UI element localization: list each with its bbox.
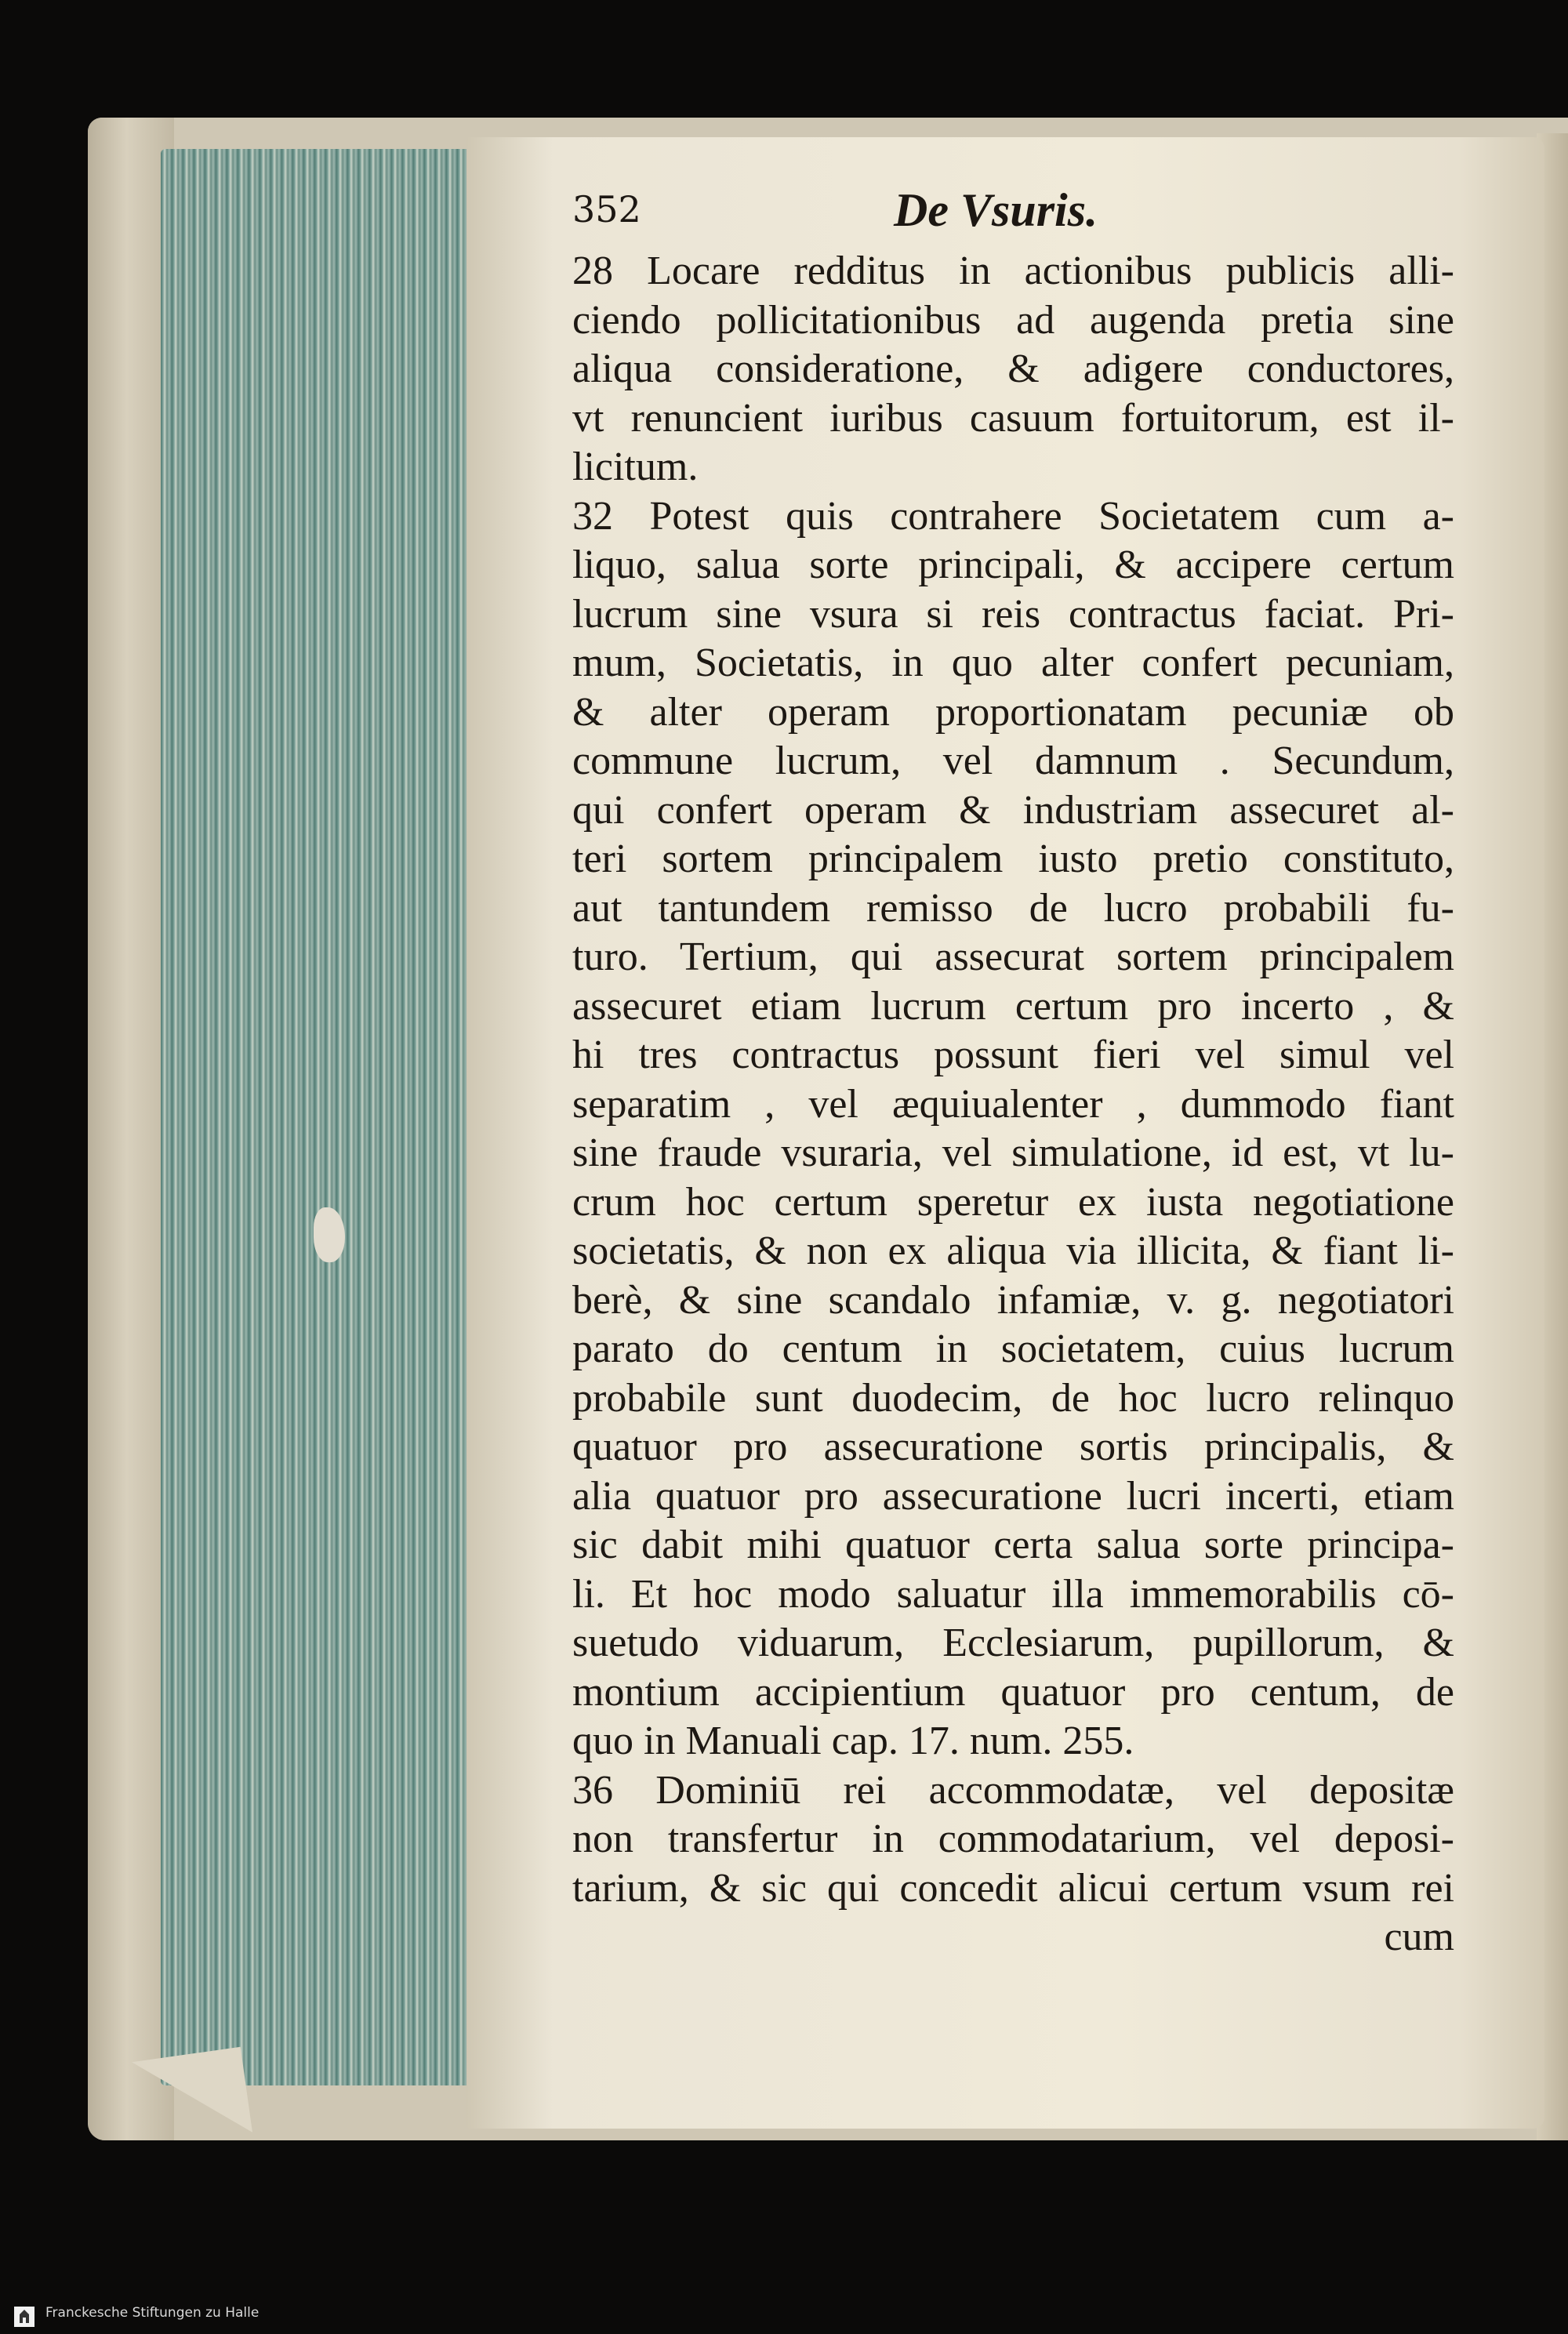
text-line: sine fraude vsuraria, vel simulatione, id est, vt lu- (572, 1131, 1454, 1175)
text-line: alia quatuor pro assecuratione lucri incerti, etiam (572, 1473, 1454, 1519)
text-line: mum, Societatis, in quo alter confert pecuniam, (572, 641, 1454, 685)
text-line: probabile sunt duodecim, de hoc lucro relinquo (572, 1375, 1454, 1421)
text-line: suetudo viduarum, Ecclesiarum, pupillorum, & (572, 1621, 1454, 1665)
running-title: De Vsuris. (894, 184, 1098, 236)
page-header (572, 184, 1458, 251)
text-line: vt renuncient iuribus casuum fortuitorum, est il- (572, 395, 1454, 441)
text-line: crum hoc certum speretur ex iusta negotiatione (572, 1179, 1454, 1225)
page-number: 352 (572, 188, 641, 230)
text-line: montium accipientium quatuor pro centum, de (572, 1669, 1454, 1715)
text-line: quo in Manuali cap. 17. num. 255. (572, 1719, 1134, 1763)
text-line: & alter operam proportionatam pecuniæ ob (572, 689, 1454, 735)
text-line: 32 Potest quis contrahere Societatem cum a- (572, 493, 1454, 539)
text-line: hi tres contractus possunt fieri vel simul vel (572, 1033, 1454, 1077)
page-damage-nick (314, 1207, 345, 1262)
text-line: licitum. (572, 445, 699, 489)
text-line: 28 Locare redditus in actionibus publicis alli- (572, 249, 1454, 293)
text-line: qui confert operam & industriam assecuret al- (572, 787, 1454, 833)
text-line: sic dabit mihi quatuor certa salua sorte principa- (572, 1523, 1454, 1567)
footer-institution: Franckesche Stiftungen zu Halle (45, 2305, 260, 2321)
text-line: aut tantundem remisso de lucro probabili fu- (572, 885, 1454, 931)
institution-logo-icon (14, 2307, 34, 2327)
text-line: ciendo pollicitationibus ad augenda pretia sine (572, 297, 1454, 343)
text-line: separatim , vel æquiualenter , dummodo fiant (572, 1081, 1454, 1127)
text-line: aliqua consideratione, & adigere conductores, (572, 347, 1454, 391)
text-line: parato do centum in societatem, cuius lucrum (572, 1327, 1454, 1371)
text-line: commune lucrum, vel damnum . Secundum, (572, 739, 1454, 783)
text-line: tarium, & sic qui concedit alicui certum vsum rei (572, 1865, 1454, 1911)
text-line: teri sortem principalem iusto pretio constituto, (572, 837, 1454, 881)
text-line: 36 Dominiū rei accommodatæ, vel depositæ (572, 1767, 1454, 1813)
text-line: societatis, & non ex aliqua via illicita, & fiant li- (572, 1229, 1454, 1273)
text-line: li. Et hoc modo saluatur illa immemorabilis cō- (572, 1571, 1454, 1617)
text-body (572, 247, 1454, 1962)
text-line: assecuret etiam lucrum certum pro incerto , & (572, 983, 1454, 1029)
text-line: non transfertur in commodatarium, vel deposi- (572, 1817, 1454, 1861)
catchword: cum (1384, 1915, 1454, 1959)
page-block-fore-edge (161, 149, 474, 2085)
text-line: lucrum sine vsura si reis contractus faciat. Pri- (572, 591, 1454, 637)
text-line: liquo, salua sorte principali, & accipere certum (572, 543, 1454, 587)
text-line: turo. Tertium, qui assecurat sortem principalem (572, 935, 1454, 979)
folded-corner (132, 2047, 252, 2147)
text-line: berè, & sine scandalo infamiæ, v. g. negotiatori (572, 1277, 1454, 1323)
text-line: quatuor pro assecuratione sortis principalis, & (572, 1425, 1454, 1469)
